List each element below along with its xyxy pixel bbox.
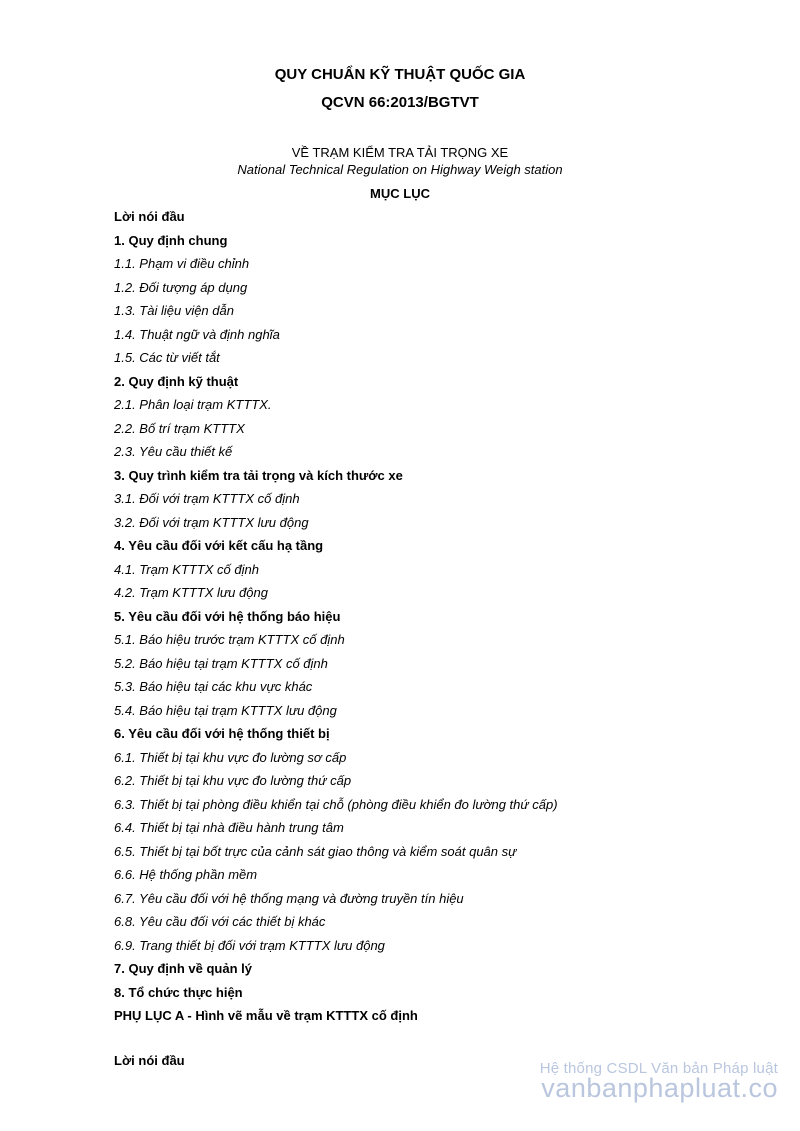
toc-section-link[interactable]: 5. Yêu cầu đối với hệ thống báo hiệu (114, 608, 341, 624)
toc-subsection-link[interactable]: 6.1. Thiết bị tại khu vực đo lường sơ cấp (114, 749, 347, 765)
toc-subsection-link[interactable]: 5.3. Báo hiệu tại các khu vực khác (114, 679, 313, 694)
toc-section-link[interactable]: 1. Quy định chung (114, 232, 228, 248)
toc-subsection-link[interactable]: 6.4. Thiết bị tại nhà điều hành trung tâm (114, 820, 344, 835)
document-subtitle-english: National Technical Regulation on Highway Weigh station (237, 162, 563, 177)
toc-subsection-link[interactable]: 2.1. Phân loại trạm KTTTX. (114, 397, 272, 412)
table-of-contents (114, 205, 774, 1028)
toc-section-link[interactable]: 2. Quy định kỹ thuật (114, 373, 239, 389)
toc-section-link[interactable]: 4. Yêu cầu đối với kết cấu hạ tầng (114, 538, 324, 553)
toc-subsection-link[interactable]: 4.2. Trạm KTTTX lưu động (114, 585, 268, 600)
toc-subsection-link[interactable]: 6.7. Yêu cầu đối với hệ thống mạng và đường truyền tín hiệu (114, 890, 464, 906)
watermark-site-name: vanbanphapluat.co (541, 1073, 778, 1103)
document-subtitle-vietnamese: VỀ TRẠM KIỂM TRA TẢI TRỌNG XE (291, 145, 509, 160)
toc-subsection-link[interactable]: 5.4. Báo hiệu tại trạm KTTTX lưu động (114, 702, 337, 718)
watermark-system-name: Hệ thống CSDL Văn bản Pháp luật (539, 1060, 778, 1077)
toc-section-link[interactable]: Lời nói đầu (114, 209, 185, 224)
toc-subsection-link[interactable]: 6.8. Yêu cầu đối với các thiết bị khác (114, 914, 326, 929)
toc-heading: MỤC LỤC (370, 186, 430, 201)
document-title: QUY CHUẨN KỸ THUẬT QUỐC GIA (274, 66, 526, 83)
toc-subsection-link[interactable]: 3.1. Đối với trạm KTTTX cố định (114, 491, 300, 506)
toc-subsection-link[interactable]: 1.4. Thuật ngữ và định nghĩa (114, 326, 280, 342)
toc-subsection-link[interactable]: 6.2. Thiết bị tại khu vực đo lường thứ cấp (114, 773, 352, 788)
toc-section-link[interactable]: 7. Quy định về quản lý (114, 961, 252, 976)
toc-subsection-link[interactable]: 1.2. Đối tượng áp dụng (114, 279, 248, 295)
toc-section-link[interactable]: PHỤ LỤC A - Hình vẽ mẫu về trạm KTTTX cố định (114, 1008, 418, 1023)
section-heading-preface: Lời nói đầu (114, 1053, 185, 1068)
toc-section-link[interactable]: 3. Quy trình kiểm tra tải trọng và kích thước xe (114, 467, 403, 483)
toc-subsection-link[interactable]: 5.1. Báo hiệu trước trạm KTTTX cố định (114, 632, 345, 647)
toc-section-link[interactable]: 8. Tổ chức thực hiện (114, 984, 243, 1000)
toc-subsection-link[interactable]: 6.3. Thiết bị tại phòng điều khiển tại chỗ (phòng điều khiển đo lường thứ cấp) (114, 796, 558, 812)
toc-subsection-link[interactable]: 2.3. Yêu cầu thiết kế (114, 444, 233, 459)
toc-subsection-link[interactable]: 1.1. Phạm vi điều chỉnh (114, 256, 250, 271)
toc-section-link[interactable]: 6. Yêu cầu đối với hệ thống thiết bị (114, 726, 330, 741)
toc-subsection-link[interactable]: 5.2. Báo hiệu tại trạm KTTTX cố định (114, 655, 328, 671)
toc-subsection-link[interactable]: 6.6. Hệ thống phần mềm (114, 867, 258, 882)
toc-subsection-link[interactable]: 6.9. Trang thiết bị đối với trạm KTTTX lưu động (114, 937, 385, 953)
toc-subsection-link[interactable]: 2.2. Bố trí trạm KTTTX (114, 420, 245, 436)
toc-subsection-link[interactable]: 6.5. Thiết bị tại bốt trực của cảnh sát giao thông và kiểm soát quân sự (114, 843, 517, 859)
toc-subsection-link[interactable]: 3.2. Đối với trạm KTTTX lưu động (114, 514, 309, 530)
toc-subsection-link[interactable]: 1.3. Tài liệu viện dẫn (114, 303, 234, 318)
toc-subsection-link[interactable]: 1.5. Các từ viết tắt (114, 350, 220, 365)
document-code: QCVN 66:2013/BGTVT (321, 94, 479, 111)
toc-subsection-link[interactable]: 4.1. Trạm KTTTX cố định (114, 561, 259, 577)
